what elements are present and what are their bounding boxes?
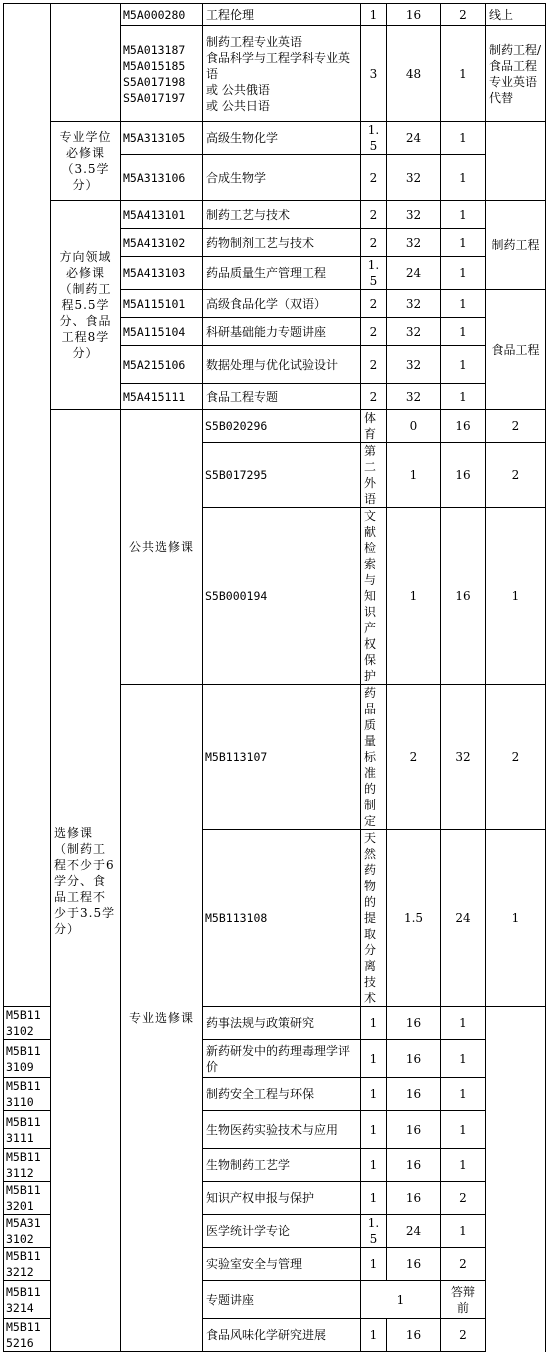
course-term: 1 bbox=[441, 155, 486, 201]
course-term: 1 bbox=[441, 1007, 486, 1040]
course-credit: 1.5 bbox=[387, 830, 441, 1007]
course-code: M5B113212 bbox=[4, 1248, 51, 1281]
course-hours: 16 bbox=[387, 1182, 441, 1215]
course-term: 1 bbox=[441, 1149, 486, 1182]
course-credit: 2 bbox=[361, 201, 387, 229]
course-term: 1 bbox=[441, 1078, 486, 1111]
course-code: M5B115216 bbox=[4, 1319, 51, 1352]
course-code: M5A413103 bbox=[121, 257, 203, 290]
course-name: 食品工程专题 bbox=[203, 384, 361, 410]
course-code: M5A313102 bbox=[4, 1215, 51, 1248]
course-hours: 16 bbox=[387, 1111, 441, 1149]
course-code: M5A000280 bbox=[121, 4, 203, 26]
course-code: M5A115104 bbox=[121, 318, 203, 346]
course-name: 体育 bbox=[361, 410, 387, 443]
course-name: 专题讲座 bbox=[203, 1281, 361, 1319]
course-term: 1 bbox=[441, 122, 486, 155]
course-credit: 2 bbox=[361, 384, 387, 410]
course-term: 1 bbox=[441, 1040, 486, 1078]
course-credit: 1 bbox=[387, 443, 441, 508]
course-credit: 2 bbox=[361, 155, 387, 201]
course-hours: 16 bbox=[441, 410, 486, 443]
course-note bbox=[486, 122, 546, 201]
course-term: 2 bbox=[486, 410, 546, 443]
course-code: M5B113109 bbox=[4, 1040, 51, 1078]
course-code: M5B113108 bbox=[203, 830, 361, 1007]
course-code: M5A215106 bbox=[121, 346, 203, 384]
course-hours: 48 bbox=[387, 26, 441, 122]
category-direction-required: 方向领域必修课（制药工程5.5学分、食品工程8学分） bbox=[51, 201, 121, 410]
course-name: 制药工程专业英语 食品科学与工程学科专业英语 或 公共俄语 或 公共日语 bbox=[203, 26, 361, 122]
category-professional-elective: 专业选修课 bbox=[121, 685, 203, 1352]
course-term: 1 bbox=[441, 1111, 486, 1149]
course-credit: 1 bbox=[361, 1040, 387, 1078]
course-credit: 1.5 bbox=[361, 257, 387, 290]
course-name: 第二外语 bbox=[361, 443, 387, 508]
course-term: 2 bbox=[441, 1319, 486, 1352]
course-name: 新药研发中的药理毒理学评价 bbox=[203, 1040, 361, 1078]
course-name: 药物制剂工艺与技术 bbox=[203, 229, 361, 257]
table-row bbox=[4, 410, 546, 443]
course-term: 2 bbox=[486, 685, 546, 830]
course-code: M5B113107 bbox=[203, 685, 361, 830]
category-public-elective: 公共选修课 bbox=[121, 410, 203, 685]
course-code: M5A415111 bbox=[121, 384, 203, 410]
course-credit: 1 bbox=[361, 1281, 441, 1319]
course-name: 药品质量生产管理工程 bbox=[203, 257, 361, 290]
course-code: S5B017295 bbox=[203, 443, 361, 508]
course-term: 1 bbox=[441, 229, 486, 257]
course-credit: 0 bbox=[387, 410, 441, 443]
table-row bbox=[4, 201, 546, 229]
course-name: 生物医药实验技术与应用 bbox=[203, 1111, 361, 1149]
course-name: 生物制药工艺学 bbox=[203, 1149, 361, 1182]
course-hours: 16 bbox=[387, 1007, 441, 1040]
course-code: M5A313105 bbox=[121, 122, 203, 155]
course-credit: 2 bbox=[361, 318, 387, 346]
course-credit: 2 bbox=[387, 685, 441, 830]
course-code: M5B113214 bbox=[4, 1281, 51, 1319]
course-hours: 16 bbox=[441, 443, 486, 508]
subcategory-continued bbox=[51, 4, 121, 122]
curriculum-table bbox=[3, 3, 546, 1352]
course-hours: 16 bbox=[387, 1248, 441, 1281]
course-term: 2 bbox=[441, 1248, 486, 1281]
course-name: 食品风味化学研究进展 bbox=[203, 1319, 361, 1352]
course-term: 答辩前 bbox=[441, 1281, 486, 1319]
course-term: 2 bbox=[441, 1182, 486, 1215]
course-hours: 32 bbox=[387, 384, 441, 410]
course-name: 天然药物的提取分离技术 bbox=[361, 830, 387, 1007]
course-hours: 24 bbox=[387, 1215, 441, 1248]
course-code: M5A413101 bbox=[121, 201, 203, 229]
course-code: M5B113111 bbox=[4, 1111, 51, 1149]
course-hours: 32 bbox=[387, 290, 441, 318]
course-name: 合成生物学 bbox=[203, 155, 361, 201]
course-term: 1 bbox=[486, 508, 546, 685]
course-term: 1 bbox=[441, 1215, 486, 1248]
course-name: 制药安全工程与环保 bbox=[203, 1078, 361, 1111]
course-code: S5B000194 bbox=[203, 508, 361, 685]
course-term: 2 bbox=[441, 4, 486, 26]
course-hours: 24 bbox=[387, 257, 441, 290]
course-note: 线上 bbox=[486, 4, 546, 26]
course-name: 知识产权申报与保护 bbox=[203, 1182, 361, 1215]
course-credit: 1 bbox=[361, 1319, 387, 1352]
course-name: 高级生物化学 bbox=[203, 122, 361, 155]
course-hours: 24 bbox=[441, 830, 486, 1007]
category-professional-required: 专业学位必修课（3.5学分） bbox=[51, 122, 121, 201]
course-credit: 1 bbox=[361, 1078, 387, 1111]
course-name: 药事法规与政策研究 bbox=[203, 1007, 361, 1040]
course-note: 制药工程 bbox=[486, 201, 546, 290]
course-hours: 32 bbox=[441, 685, 486, 830]
course-hours: 32 bbox=[387, 155, 441, 201]
course-term: 1 bbox=[441, 26, 486, 122]
course-note: 制药工程/食品工程专业英语代替 bbox=[486, 26, 546, 122]
course-credit: 2 bbox=[361, 290, 387, 318]
course-hours: 16 bbox=[387, 1319, 441, 1352]
course-credit: 1 bbox=[387, 508, 441, 685]
course-term: 1 bbox=[486, 830, 546, 1007]
course-credit: 3 bbox=[361, 26, 387, 122]
course-name: 科研基础能力专题讲座 bbox=[203, 318, 361, 346]
course-code: M5A413102 bbox=[121, 229, 203, 257]
course-hours: 32 bbox=[387, 229, 441, 257]
course-credit: 2 bbox=[361, 346, 387, 384]
course-name: 实验室安全与管理 bbox=[203, 1248, 361, 1281]
course-name: 制药工艺与技术 bbox=[203, 201, 361, 229]
course-credit: 1 bbox=[361, 1248, 387, 1281]
course-term: 1 bbox=[441, 384, 486, 410]
course-code: M5B113102 bbox=[4, 1007, 51, 1040]
course-credit: 1.5 bbox=[361, 1215, 387, 1248]
course-name: 药品质量标准的制定 bbox=[361, 685, 387, 830]
course-credit: 1.5 bbox=[361, 122, 387, 155]
course-credit: 1 bbox=[361, 1149, 387, 1182]
course-credit: 1 bbox=[361, 1111, 387, 1149]
course-term: 1 bbox=[441, 290, 486, 318]
course-hours: 16 bbox=[387, 1040, 441, 1078]
course-name: 工程伦理 bbox=[203, 4, 361, 26]
course-hours: 24 bbox=[387, 122, 441, 155]
table-row bbox=[4, 4, 546, 26]
course-hours: 16 bbox=[387, 4, 441, 26]
course-hours: 32 bbox=[387, 318, 441, 346]
course-code: M5A013187 M5A015185 S5A017198 S5A017197 bbox=[121, 26, 203, 122]
course-credit: 2 bbox=[361, 229, 387, 257]
course-name: 数据处理与优化试验设计 bbox=[203, 346, 361, 384]
course-term: 2 bbox=[486, 443, 546, 508]
course-code: S5B020296 bbox=[203, 410, 361, 443]
course-code: M5B113112 bbox=[4, 1149, 51, 1182]
category-elective: 选修课（制药工程不少于6学分、食品工程不少于3.5学分） bbox=[51, 410, 121, 1352]
course-term: 1 bbox=[441, 257, 486, 290]
curriculum-table-wrapper bbox=[3, 3, 546, 1352]
course-hours: 32 bbox=[387, 346, 441, 384]
course-hours: 16 bbox=[441, 508, 486, 685]
course-name: 医学统计学专论 bbox=[203, 1215, 361, 1248]
course-code: M5B113110 bbox=[4, 1078, 51, 1111]
course-credit: 1 bbox=[361, 4, 387, 26]
course-hours: 32 bbox=[387, 201, 441, 229]
course-code: M5B113201 bbox=[4, 1182, 51, 1215]
course-code: M5A313106 bbox=[121, 155, 203, 201]
course-hours: 16 bbox=[387, 1149, 441, 1182]
category-required-continued bbox=[4, 4, 51, 1007]
course-name: 文献检索与知识产权保护 bbox=[361, 508, 387, 685]
table-row bbox=[4, 122, 546, 155]
course-term: 1 bbox=[441, 201, 486, 229]
course-hours: 16 bbox=[387, 1078, 441, 1111]
course-term: 1 bbox=[441, 346, 486, 384]
course-credit: 1 bbox=[361, 1007, 387, 1040]
course-note: 食品工程 bbox=[486, 290, 546, 410]
course-name: 高级食品化学（双语） bbox=[203, 290, 361, 318]
course-credit: 1 bbox=[361, 1182, 387, 1215]
course-code: M5A115101 bbox=[121, 290, 203, 318]
course-term: 1 bbox=[441, 318, 486, 346]
